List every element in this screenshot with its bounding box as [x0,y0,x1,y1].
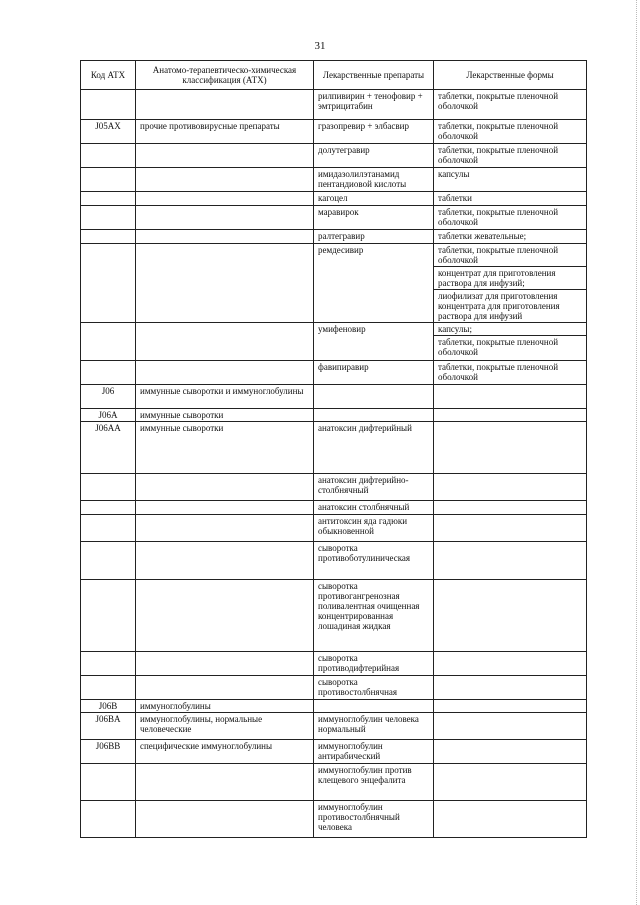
cell-code [81,168,136,192]
form-item [434,385,586,387]
cell-forms [434,120,587,144]
cell-code: J06AA [81,422,136,474]
cell-classification [136,501,314,515]
cell-code [81,652,136,676]
cell-classification [136,206,314,230]
cell-code [81,676,136,700]
header-drugs: Лекарственные препараты [314,61,434,90]
cell-code: J06B [81,700,136,713]
table-row [81,168,587,192]
cell-classification [136,801,314,838]
table-row [81,652,587,676]
table-row [81,230,587,244]
header-forms: Лекарственные формы [434,61,587,90]
cell-drug: сыворотка противодифтерийная [314,652,434,676]
cell-drug [314,700,434,713]
table-row [81,385,587,409]
cell-code [81,230,136,244]
cell-forms [434,700,587,713]
cell-forms [434,409,587,422]
cell-classification [136,90,314,120]
table-row [81,244,587,323]
cell-drug: иммуноглобулин антирабический [314,740,434,764]
table-row [81,501,587,515]
table-row [81,120,587,144]
cell-classification [136,144,314,168]
cell-classification [136,515,314,542]
table-row [81,676,587,700]
header-code: Код АТХ [81,61,136,90]
cell-forms [434,652,587,676]
table-row [81,422,587,474]
form-item [434,501,586,503]
cell-code: J06 [81,385,136,409]
table-row [81,580,587,652]
cell-classification [136,542,314,580]
cell-classification [136,230,314,244]
cell-classification [136,652,314,676]
cell-code [81,206,136,230]
cell-forms [434,192,587,206]
cell-forms [434,580,587,652]
table-row [81,90,587,120]
cell-code [81,501,136,515]
cell-drug: гразопревир + элбасвир [314,120,434,144]
cell-drug: имидазолилэтанамид пентандиовой кислоты [314,168,434,192]
cell-classification [136,244,314,323]
form-item [434,409,586,411]
cell-drug: иммуноглобулин человека нормальный [314,713,434,740]
cell-drug: иммуноглобулин против клещевого энцефалита [314,764,434,801]
header-classification: Анатомо-терапевтическо-химическая классификация (АТХ) [136,61,314,90]
form-item: таблетки, покрытые пленочной оболочкой [438,121,559,141]
cell-forms [434,764,587,801]
cell-forms [434,501,587,515]
form-item: капсулы; [434,323,586,336]
form-item [434,474,586,476]
form-item: лиофилизат для приготовления концентрата для приготовления раствора для инфузий [438,291,560,321]
cell-classification [136,580,314,652]
cell-forms [434,713,587,740]
cell-classification: иммунные сыворотки и иммуноглобулины [136,385,314,409]
atc-table [80,60,587,838]
page-edge-line [636,0,637,905]
cell-classification [136,168,314,192]
cell-drug: кагоцел [314,192,434,206]
table-row [81,192,587,206]
cell-classification: иммунные сыворотки [136,409,314,422]
cell-drug: сыворотка противоботулиническая [314,542,434,580]
form-item: таблетки, покрытые пленочной оболочкой [438,207,559,227]
cell-forms [434,474,587,501]
form-item: концентрат для приготовления раствора для инфузий; [434,267,586,290]
cell-forms [434,361,587,385]
form-item: таблетки [438,193,473,203]
form-item: таблетки жевательные; [438,231,527,241]
cell-forms [434,168,587,192]
cell-drug: ремдесивир [314,244,434,323]
cell-drug [314,409,434,422]
cell-classification [136,192,314,206]
table-row [81,740,587,764]
table-row [81,700,587,713]
cell-classification: иммунные сыворотки [136,422,314,474]
form-item [434,580,586,582]
form-item: таблетки, покрытые пленочной оболочкой [438,337,559,357]
form-item [434,740,586,742]
cell-drug: анатоксин дифтерийно-столбнячный [314,474,434,501]
cell-drug: анатоксин столбнячный [314,501,434,515]
cell-drug: антитоксин яда гадюки обыкновенной [314,515,434,542]
form-item [434,676,586,678]
cell-code [81,580,136,652]
cell-code [81,323,136,361]
table-row [81,474,587,501]
cell-code [81,542,136,580]
cell-classification [136,764,314,801]
table-row [81,801,587,838]
cell-forms [434,422,587,474]
cell-drug: рилпивирин + тенофовир + эмтрицитабин [314,90,434,120]
cell-forms [434,385,587,409]
cell-code: J05AX [81,120,136,144]
cell-classification: прочие противовирусные препараты [136,120,314,144]
cell-forms [434,90,587,120]
cell-code: J06BB [81,740,136,764]
form-item [434,542,586,544]
cell-forms [434,230,587,244]
cell-classification [136,323,314,361]
cell-code: J06BA [81,713,136,740]
form-item [434,764,586,766]
table-row [81,323,587,361]
cell-forms [434,144,587,168]
table-row [81,542,587,580]
table-row [81,409,587,422]
table-row [81,361,587,385]
cell-forms [434,740,587,764]
cell-code [81,474,136,501]
form-item: таблетки, покрытые пленочной оболочкой [438,145,559,165]
header-row [81,61,587,90]
cell-code [81,361,136,385]
cell-drug: долутегравир [314,144,434,168]
cell-forms [434,515,587,542]
form-item: таблетки, покрытые пленочной оболочкой [438,91,559,111]
cell-drug: иммуноглобулин противостолбнячный человека [314,801,434,838]
cell-forms [434,244,587,323]
cell-drug: умифеновир [314,323,434,361]
cell-drug: ралтегравир [314,230,434,244]
form-item [434,713,586,715]
table-row [81,515,587,542]
cell-code [81,90,136,120]
cell-forms [434,206,587,230]
cell-code [81,764,136,801]
table-row [81,764,587,801]
cell-code [81,192,136,206]
cell-classification: иммуноглобулины [136,700,314,713]
cell-classification [136,474,314,501]
table-row [81,144,587,168]
cell-drug: маравирок [314,206,434,230]
cell-forms [434,801,587,838]
table-row [81,713,587,740]
cell-classification: специфические иммуноглобулины [136,740,314,764]
table-row [81,206,587,230]
form-item [434,700,586,702]
cell-classification [136,676,314,700]
cell-code [81,515,136,542]
form-item: капсулы [438,169,470,179]
cell-code [81,144,136,168]
table-body [81,90,587,838]
cell-classification: иммуноглобулины, нормальные человеческие [136,713,314,740]
cell-classification [136,361,314,385]
cell-drug: сыворотка противогангренозная поливалентная очищенная концентрированная лошадиная жидкая [314,580,434,652]
form-item [434,515,586,517]
form-item [434,422,586,424]
cell-code [81,244,136,323]
form-item [434,801,586,803]
cell-drug: анатоксин дифтерийный [314,422,434,474]
cell-drug [314,385,434,409]
cell-code [81,801,136,838]
form-item: таблетки, покрытые пленочной оболочкой [438,362,559,382]
form-item: таблетки, покрытые пленочной оболочкой [434,244,586,267]
cell-forms [434,542,587,580]
cell-forms [434,676,587,700]
form-item [434,652,586,654]
cell-code: J06A [81,409,136,422]
cell-drug: фавипиравир [314,361,434,385]
cell-forms [434,323,587,361]
cell-drug: сыворотка противостолбнячная [314,676,434,700]
page-number: 31 [314,40,326,52]
